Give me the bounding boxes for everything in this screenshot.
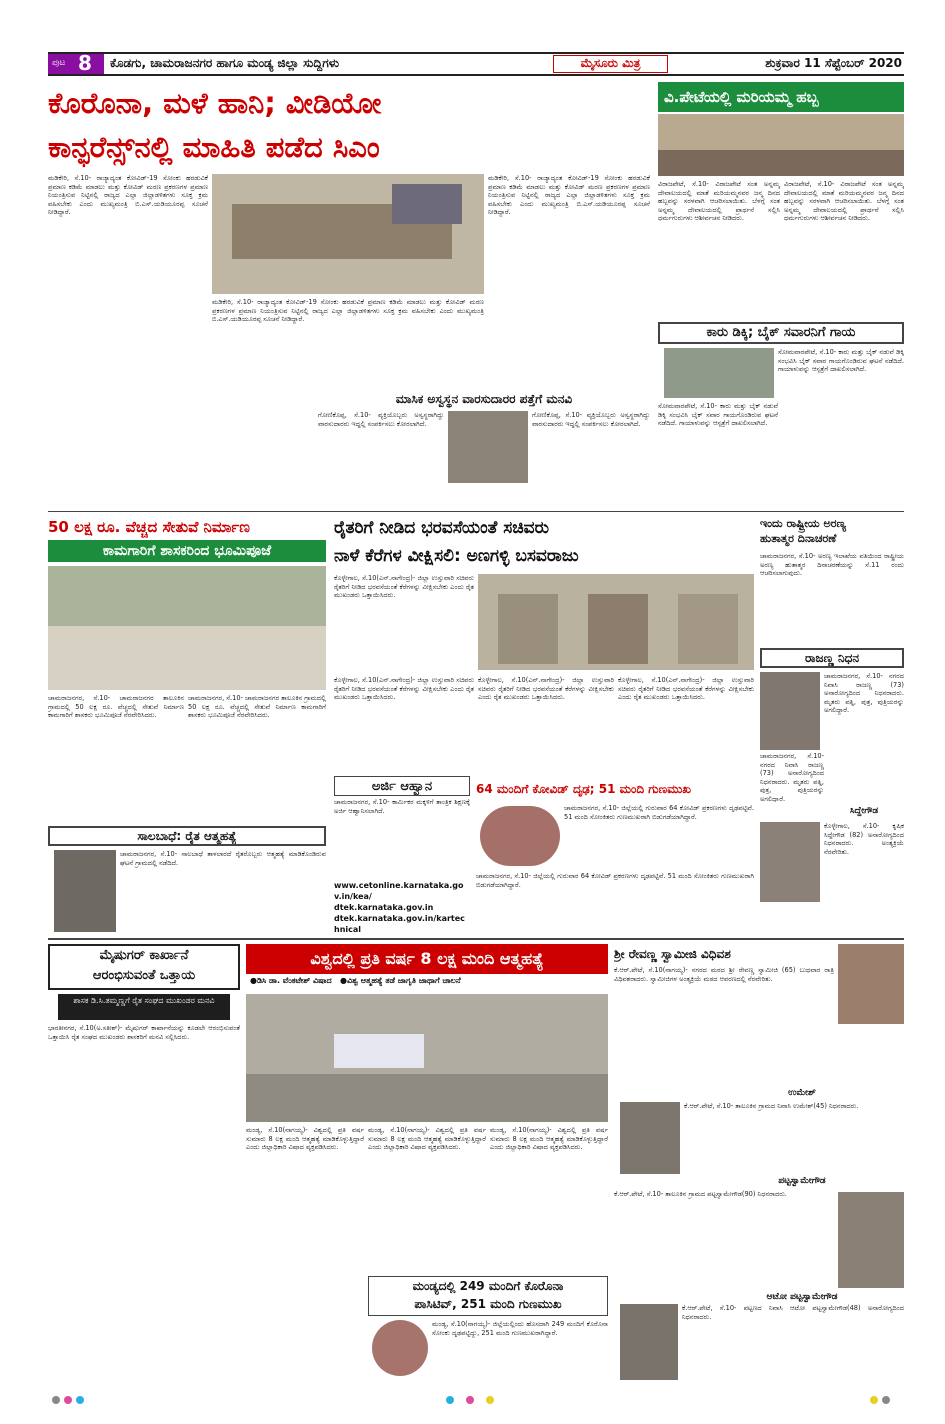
registration-dot (466, 1396, 474, 1404)
car-headline: ಕಾರು ಡಿಕ್ಕಿ; ಬೈಕ್ ಸವಾರನಿಗೆ ಗಾಯ (658, 322, 904, 344)
registration-dot (870, 1396, 878, 1404)
siddegowda-portrait (760, 822, 820, 902)
farmer-portrait (54, 850, 116, 932)
vpet-body-col1: ವಿರಾಜಪೇಟೆ, ಸೆ.10- ವಿರಾಜಪೇಟೆ ಸಂತ ಅನ್ನಮ್ಮ ದೇವಾಲಯದಲ್ಲಿ ಮಾತೆ ಮರಿಯಮ್ಮನವರ ಜನ್ಮ ದಿನದ ಹಬ್ಬವನ್ನು ಸರಳವಾಗಿ ಆಚರಿಸಲಾಯಿತು. ಬೆಳಗ್ಗೆ ಸಂತ ಅನ್ನಮ್ಮ ದೇವಾಲಯದಲ್ಲಿ ಪ್ರಾರ್ಥನೆ ಸಲ್ಲಿಸಿ ಧರ್ಮಗುರುಗಳು ಆಶೀರ್ವಚನ ನೀಡಿದರು. (658, 180, 780, 223)
pension-headline: ಮಾಸಿಕ ಅಸ್ವಸ್ಥನ ವಾರಸುದಾರರ ಪತ್ತೆಗೆ ಮನವಿ (395, 392, 573, 406)
suicide-body-col3: ಮಂಡ್ಯ, ಸೆ.10(ನಾಗಯ್ಯ)- ವಿಶ್ವದಲ್ಲಿ ಪ್ರತಿ ವರ್ಷ ಸುಮಾರು 8 ಲಕ್ಷ ಮಂದಿ ಆತ್ಮಹತ್ಯೆ ಮಾಡಿಕೊಳ್ಳುತ್ತಿದ್ದಾರೆ ಎಂದು ಜಿಲ್ಲಾಧಿಕಾರಿ ವಿಷಾದ ವ್ಯಕ್ತಪಡಿಸಿದರು. (490, 1126, 608, 1152)
bridge-photo-group (48, 566, 326, 690)
registration-dot (64, 1396, 72, 1404)
forest-headline-line1: ಇಂದು ರಾಷ್ಟ್ರೀಯ ಅರಣ್ಯ (760, 517, 846, 530)
obit1-body: ಕೆ.ಆರ್.ಪೇಟೆ, ಸೆ.10- ತಾಲೂಕಿನ ಗ್ರಾಮದ ನಿವಾಸಿ ಉಮೇಶ್(45) ನಿಧನರಾದರು. (684, 1102, 859, 1110)
lead-body-col3: ಮಡಿಕೇರಿ, ಸೆ.10- ರಾಜ್ಯಾದ್ಯಂತ ಕೋವಿಡ್-19 ಸೋಂಕು ಹರಡುವಿಕೆ ಪ್ರಮಾಣ ಕಡಿಮೆ ಮಾಡಲು ಮತ್ತು ಕೋವಿಡ್ ಮರಣ ಪ್ರಕರಣಗಳ ಪ್ರಮಾಣ ನಿಯಂತ್ರಿಸುವ ನಿಟ್ಟಿನಲ್ಲಿ ರಾಜ್ಯದ ಎಲ್ಲಾ ಜಿಲ್ಲಾಡಳಿತಗಳು ಸೂಕ್ತ ಕ್ರಮ ವಹಿಸಬೇಕು ಎಂದು ಮುಖ್ಯಮಂತ್ರಿ ಬಿ.ಎಸ್.ಯಡಿಯೂರಪ್ಪ ಸೂಚನೆ ನೀಡಿದ್ದಾರೆ. (488, 174, 650, 217)
forest-headline (760, 516, 904, 548)
application-web1: www.cetonline.karnataka.gov.in/kea/ (334, 881, 464, 901)
rajanna-headline: ರಾಜಣ್ಣ ನಿಧನ (760, 648, 904, 668)
obit1-name: ಉಮೇಶ್ (788, 1088, 816, 1098)
revanna-body: ಕೆ.ಆರ್.ಪೇಟೆ, ಸೆ.10(ನಾಗಯ್ಯ)- ನಗರದ ಮಠದ ಶ್ರೀ ರೇವಣ್ಣ ಸ್ವಾಮೀಜಿ (65) ಬುಧವಾರ ರಾತ್ರಿ ವಿಧಿವಶರಾದರು. ಸ್ವಾಮೀಜಿಗಳ ಅಂತ್ಯಕ್ರಿಯೆ ಮಠದ ಆವರಣದಲ್ಲಿ ನೆರವೇರಿತು. (614, 966, 834, 983)
covid64-headline: 64 ಮಂದಿಗೆ ಕೋವಿಡ್ ದೃಢ; 51 ಮಂದಿ ಗುಣಮುಖ (476, 782, 692, 796)
issue-date: ಶುಕ್ರವಾರ 11 ಸೆಪ್ಟೆಂಬರ್ 2020 (765, 56, 902, 70)
mandya-covid-body: ಮಂಡ್ಯ, ಸೆ.10(ನಾಗಯ್ಯ)- ಜಿಲ್ಲೆಯಲ್ಲಿಂದು ಹೊಸದಾಗಿ 249 ಮಂದಿಗೆ ಕೊರೊನಾ ಸೋಂಕು ದೃಢಪಟ್ಟಿದ್ದು, 251 ಮಂದಿ ಗುಣಮುಖರಾಗಿದ್ದಾರೆ. (432, 1320, 608, 1337)
lakes-body-col2: ಕೊಳ್ಳೇಗಾಲ, ಸೆ.10(ಎನ್.ನಾಗೇಂದ್ರ)- ಜಿಲ್ಲಾ ಉಸ್ತುವಾರಿ ಸಚಿವರು ರೈತರಿಗೆ ನೀಡಿದ ಭರವಸೆಯಂತೆ ಕೆರೆಗಳನ್ನು ವೀಕ್ಷಿಸಬೇಕು ಎಂದು ರೈತ ಮುಖಂಡರು ಒತ್ತಾಯಿಸಿದರು. (334, 676, 474, 702)
pension-person-photo (448, 411, 528, 483)
lakes-headline-line2: ನಾಳೆ ಕೆರೆಗಳ ವೀಕ್ಷಿಸಲಿ: ಅಣಗಳ್ಳಿ ಬಸವರಾಜು (334, 546, 579, 566)
farmer-headline: ಸಾಲಬಾಧೆ: ರೈತ ಆತ್ಮಹತ್ಯೆ (48, 826, 326, 846)
lakes-body-col4: ಕೊಳ್ಳೇಗಾಲ, ಸೆ.10(ಎನ್.ನಾಗೇಂದ್ರ)- ಜಿಲ್ಲಾ ಉಸ್ತುವಾರಿ ಸಚಿವರು ರೈತರಿಗೆ ನೀಡಿದ ಭರವಸೆಯಂತೆ ಕೆರೆಗಳನ್ನು ವೀಕ್ಷಿಸಬೇಕು ಎಂದು ರೈತ ಮುಖಂಡರು ಒತ್ತಾಯಿಸಿದರು. (618, 676, 754, 702)
obit2-portrait (838, 1192, 904, 1288)
pension-body-col2: ಗೋಣಿಕೊಪ್ಪ, ಸೆ.10- ವ್ಯಕ್ತಿಯೊಬ್ಬರು ಅಸ್ವಸ್ಥರಾಗಿದ್ದು ವಾರಸುದಾರರು ಇದ್ದಲ್ಲಿ ಸಂಪರ್ಕಿಸಲು ಕೋರಲಾಗಿದೆ. (532, 411, 650, 428)
siddegowda-body: ಕೊಳ್ಳೇಗಾಲ, ಸೆ.10- ಕೃಷಿಕ ಸಿದ್ದೇಗೌಡ (82) ಅನಾರೋಗ್ಯದಿಂದ ನಿಧನರಾದರು. ಅಂತ್ಯಕ್ರಿಯೆ ನೆರವೇರಿತು. (824, 822, 904, 856)
covid64-body-col1: ಚಾಮರಾಜನಗರ, ಸೆ.10- ಜಿಲ್ಲೆಯಲ್ಲಿ ಗುರುವಾರ 64 ಕೋವಿಡ್ ಪ್ರಕರಣಗಳು ದೃಢಪಟ್ಟಿವೆ. 51 ಮಂದಿ ಸೋಂಕಿತರು ಗುಣಮುಖರಾಗಿ ಬಿಡುಗಡೆಯಾಗಿದ್ದಾರೆ. (564, 804, 754, 821)
suicide-body-col2: ಮಂಡ್ಯ, ಸೆ.10(ನಾಗಯ್ಯ)- ವಿಶ್ವದಲ್ಲಿ ಪ್ರತಿ ವರ್ಷ ಸುಮಾರು 8 ಲಕ್ಷ ಮಂದಿ ಆತ್ಮಹತ್ಯೆ ಮಾಡಿಕೊಳ್ಳುತ್ತಿದ್ದಾರೆ ಎಂದು ಜಿಲ್ಲಾಧಿಕಾರಿ ವಿಷಾದ ವ್ಯಕ್ತಪಡಿಸಿದರು. (368, 1126, 486, 1152)
bridge-headline-line1: 50 ಲಕ್ಷ ರೂ. ವೆಚ್ಚದ ಸೇತುವೆ ನಿರ್ಮಾಣ (48, 518, 250, 536)
revanna-portrait (838, 944, 904, 1024)
revanna-headline: ಶ್ರೀ ರೇವಣ್ಣ ಸ್ವಾಮೀಜಿ ವಿಧಿವಶ (614, 947, 731, 961)
sugar-headline-line1: ಮೈಷುಗರ್ ಕಾರ್ಖಾನೆ (99, 948, 189, 963)
rajanna-portrait (760, 672, 820, 750)
brand-logo: ಮೈಸೂರು ಮಿತ್ರ (553, 55, 668, 73)
vpet-body-col2: ವಿರಾಜಪೇಟೆ, ಸೆ.10- ವಿರಾಜಪೇಟೆ ಸಂತ ಅನ್ನಮ್ಮ ದೇವಾಲಯದಲ್ಲಿ ಮಾತೆ ಮರಿಯಮ್ಮನವರ ಜನ್ಮ ದಿನದ ಹಬ್ಬವನ್ನು ಸರಳವಾಗಿ ಆಚರಿಸಲಾಯಿತು. ಬೆಳಗ್ಗೆ ಸಂತ ಅನ್ನಮ್ಮ ದೇವಾಲಯದಲ್ಲಿ ಪ್ರಾರ್ಥನೆ ಸಲ್ಲಿಸಿ ಧರ್ಮಗುರುಗಳು ಆಶೀರ್ವಚನ ನೀಡಿದರು. (784, 180, 904, 223)
mandya-covid-headline-line1: ಮಂಡ್ಯದಲ್ಲಿ 249 ಮಂದಿಗೆ ಕೊರೊನಾ (412, 1279, 564, 1293)
application-body: ಚಾಮರಾಜನಗರ, ಸೆ.10- ಕಾರ್ಮಿಕರ ಮಕ್ಕಳಿಗೆ ತಾಂತ್ರಿಕ ಶಿಕ್ಷಣಕ್ಕೆ ಅರ್ಜಿ ಆಹ್ವಾನಿಸಲಾಗಿದೆ. (334, 798, 470, 815)
sugar-headline (48, 944, 240, 990)
application-web3: dtek.karnataka.gov.in/kartechnical (334, 914, 465, 934)
suicide-sub2: ●ವಿಶ್ವ ಆತ್ಮಹತ್ಯೆ ತಡೆ ಜಾಗೃತಿ ಜಾಥಾಗೆ ಚಾಲನೆ (339, 976, 461, 985)
registration-dot (52, 1396, 60, 1404)
bridge-body-col2: ಚಾಮರಾಜನಗರ, ಸೆ.10- ಚಾಮರಾಜನಗರ ತಾಲೂಕಿನ ಗ್ರಾಮದಲ್ಲಿ 50 ಲಕ್ಷ ರೂ. ವೆಚ್ಚದಲ್ಲಿ ಸೇತುವೆ ನಿರ್ಮಾಣ ಕಾಮಗಾರಿಗೆ ಶಾಸಕರು ಭೂಮಿಪೂಜೆ ನೆರವೇರಿಸಿದರು. (188, 694, 326, 720)
lakes-headline-line1: ರೈತರಿಗೆ ನೀಡಿದ ಭರವಸೆಯಂತೆ ಸಚಿವರು (334, 518, 549, 538)
vpet-headline: ವಿ.ಪೇಟೆಯಲ್ಲಿ ಮರಿಯಮ್ಮ ಹಬ್ಬ (658, 82, 904, 112)
lakes-body-col3: ಕೊಳ್ಳೇಗಾಲ, ಸೆ.10(ಎನ್.ನಾಗೇಂದ್ರ)- ಜಿಲ್ಲಾ ಉಸ್ತುವಾರಿ ಸಚಿವರು ರೈತರಿಗೆ ನೀಡಿದ ಭರವಸೆಯಂತೆ ಕೆರೆಗಳನ್ನು ವೀಕ್ಷಿಸಬೇಕು ಎಂದು ರೈತ ಮುಖಂಡರು ಒತ್ತಾಯಿಸಿದರು. (478, 676, 614, 702)
pension-body: ಗೋಣಿಕೊಪ್ಪ, ಸೆ.10- ವ್ಯಕ್ತಿಯೊಬ್ಬರು ಅಸ್ವಸ್ಥರಾಗಿದ್ದು ವಾರಸುದಾರರು ಇದ್ದಲ್ಲಿ ಸಂಪರ್ಕಿಸಲು ಕೋರಲಾಗಿದೆ. (318, 411, 444, 428)
application-web2: dtek.karnataka.gov.in (334, 903, 434, 912)
registration-dot (882, 1396, 890, 1404)
obit2-name: ಪಟ್ಟಸ್ವಾಮೇಗೌಡ (778, 1176, 826, 1186)
application-weblinks (334, 880, 470, 936)
suicide-headline: ವಿಶ್ವದಲ್ಲಿ ಪ್ರತಿ ವರ್ಷ 8 ಲಕ್ಷ ಮಂದಿ ಆತ್ಮಹತ್ಯೆ (246, 944, 608, 974)
obit3-body: ಕೆ.ಆರ್.ಪೇಟೆ, ಸೆ.10- ಪಟ್ಟಣದ ನಿವಾಸಿ ಆಟೋ ಪಟ್ಟಸ್ವಾಮೇಗೌಡ(48) ಅನಾರೋಗ್ಯದಿಂದ ನಿಧನರಾದರು. (682, 1304, 904, 1321)
virus-illustration-mandya (372, 1320, 428, 1376)
forest-headline-line2: ಹುತಾತ್ಮರ ದಿನಾಚರಣೆ (760, 532, 837, 545)
suicide-subheads (250, 976, 604, 990)
farmer-body: ಚಾಮರಾಜನಗರ, ಸೆ.10- ಸಾಲಬಾಧೆ ತಾಳಲಾರದೆ ರೈತರೊಬ್ಬರು ಆತ್ಮಹತ್ಯೆ ಮಾಡಿಕೊಂಡಿರುವ ಘಟನೆ ಗ್ರಾಮದಲ್ಲಿ ನಡೆದಿದೆ. (120, 850, 326, 867)
lakes-body-col1: ಕೊಳ್ಳೇಗಾಲ, ಸೆ.10(ಎನ್.ನಾಗೇಂದ್ರ)- ಜಿಲ್ಲಾ ಉಸ್ತುವಾರಿ ಸಚಿವರು ರೈತರಿಗೆ ನೀಡಿದ ಭರವಸೆಯಂತೆ ಕೆರೆಗಳನ್ನು ವೀಕ್ಷಿಸಬೇಕು ಎಂದು ರೈತ ಮುಖಂಡರು ಒತ್ತಾಯಿಸಿದರು. (334, 574, 474, 600)
mandya-covid-headline (368, 1276, 608, 1316)
lead-body-col1: ಮಡಿಕೇರಿ, ಸೆ.10- ರಾಜ್ಯಾದ್ಯಂತ ಕೋವಿಡ್-19 ಸೋಂಕು ಹರಡುವಿಕೆ ಪ್ರಮಾಣ ಕಡಿಮೆ ಮಾಡಲು ಮತ್ತು ಕೋವಿಡ್ ಮರಣ ಪ್ರಕರಣಗಳ ಪ್ರಮಾಣ ನಿಯಂತ್ರಿಸುವ ನಿಟ್ಟಿನಲ್ಲಿ ರಾಜ್ಯದ ಎಲ್ಲಾ ಜಿಲ್ಲಾಡಳಿತಗಳು ಸೂಕ್ತ ಕ್ರಮ ವಹಿಸಬೇಕು ಎಂದು ಮುಖ್ಯಮಂತ್ರಿ ಬಿ.ಎಸ್.ಯಡಿಯೂರಪ್ಪ ಸೂಚನೆ ನೀಡಿದ್ದಾರೆ. (48, 174, 208, 217)
suicide-rally-photo (246, 994, 608, 1122)
application-headline: ಅರ್ಜಿ ಆಹ್ವಾನ (334, 776, 470, 796)
car-body-col2: ಸೋಮವಾರಪೇಟೆ, ಸೆ.10- ಕಾರು ಮತ್ತು ಬೈಕ್ ನಡುವೆ ಡಿಕ್ಕಿ ಸಂಭವಿಸಿ ಬೈಕ್ ಸವಾರ ಗಾಯಗೊಂಡಿರುವ ಘಟನೆ ನಡೆದಿದೆ. ಗಾಯಾಳುವನ್ನು ಆಸ್ಪತ್ರೆಗೆ ದಾಖಲಿಸಲಾಗಿದೆ. (658, 402, 778, 428)
sugar-strap: ಶಾಸಕ ಡಿ.ಸಿ.ತಮ್ಮಣ್ಣಗೆ ರೈತ ಸಂಘದ ಮುಖಂಡರ ಮನವಿ (58, 994, 230, 1020)
lakes-photo-press (478, 574, 754, 670)
lead-photo-meeting (212, 174, 484, 294)
page-number-tag (48, 54, 104, 74)
registration-dot (486, 1396, 494, 1404)
obit1-portrait (620, 1102, 680, 1174)
lead-body-col2: ಮಡಿಕೇರಿ, ಸೆ.10- ರಾಜ್ಯಾದ್ಯಂತ ಕೋವಿಡ್-19 ಸೋಂಕು ಹರಡುವಿಕೆ ಪ್ರಮಾಣ ಕಡಿಮೆ ಮಾಡಲು ಮತ್ತು ಕೋವಿಡ್ ಮರಣ ಪ್ರಕರಣಗಳ ಪ್ರಮಾಣ ನಿಯಂತ್ರಿಸುವ ನಿಟ್ಟಿನಲ್ಲಿ ರಾಜ್ಯದ ಎಲ್ಲಾ ಜಿಲ್ಲಾಡಳಿತಗಳು ಸೂಕ್ತ ಕ್ರಮ ವಹಿಸಬೇಕು ಎಂದು ಮುಖ್ಯಮಂತ್ರಿ ಬಿ.ಎಸ್.ಯಡಿಯೂರಪ್ಪ ಸೂಚನೆ ನೀಡಿದ್ದಾರೆ. (212, 298, 484, 324)
page-header (48, 52, 904, 76)
forest-body: ಚಾಮರಾಜನಗರ, ಸೆ.10- ಅರಣ್ಯ ಇಲಾಖೆಯ ವತಿಯಿಂದ ರಾಷ್ಟ್ರೀಯ ಅರಣ್ಯ ಹುತಾತ್ಮರ ದಿನಾಚರಣೆಯನ್ನು ಸೆ.11 ರಂದು ಆಚರಿಸಲಾಗುವುದು. (760, 552, 904, 578)
section-divider (48, 511, 904, 512)
mandya-covid-headline-line2: ಪಾಸಿಟಿವ್, 251 ಮಂದಿ ಗುಣಮುಖ (414, 1297, 562, 1311)
bridge-headline-line2: ಕಾಮಗಾರಿಗೆ ಶಾಸಕರಿಂದ ಭೂಮಿಪೂಜೆ (48, 540, 326, 562)
virus-illustration (480, 806, 560, 866)
lead-headline-line1: ಕೊರೊನಾ, ಮಳೆ ಹಾನಿ; ವೀಡಿಯೋ (48, 86, 382, 120)
lead-headline-line2: ಕಾನ್ಫರೆನ್ಸ್‌ನಲ್ಲಿ ಮಾಹಿತಿ ಪಡೆದ ಸಿಎಂ (48, 130, 380, 164)
car-accident-photo (664, 348, 774, 398)
vpet-photo-church (658, 114, 904, 176)
covid64-body-col2: ಚಾಮರಾಜನಗರ, ಸೆ.10- ಜಿಲ್ಲೆಯಲ್ಲಿ ಗುರುವಾರ 64 ಕೋವಿಡ್ ಪ್ರಕರಣಗಳು ದೃಢಪಟ್ಟಿವೆ. 51 ಮಂದಿ ಸೋಂಕಿತರು ಗುಣಮುಖರಾಗಿ ಬಿಡುಗಡೆಯಾಗಿದ್ದಾರೆ. (476, 872, 754, 889)
car-body-col1: ಸೋಮವಾರಪೇಟೆ, ಸೆ.10- ಕಾರು ಮತ್ತು ಬೈಕ್ ನಡುವೆ ಡಿಕ್ಕಿ ಸಂಭವಿಸಿ ಬೈಕ್ ಸವಾರ ಗಾಯಗೊಂಡಿರುವ ಘಟನೆ ನಡೆದಿದೆ. ಗಾಯಾಳುವನ್ನು ಆಸ್ಪತ್ರೆಗೆ ದಾಖಲಿಸಲಾಗಿದೆ. (778, 348, 904, 374)
sugar-headline-line2: ಆರಂಭಿಸುವಂತೆ ಒತ್ತಾಯ (92, 968, 196, 983)
bridge-body-col1: ಚಾಮರಾಜನಗರ, ಸೆ.10- ಚಾಮರಾಜನಗರ ತಾಲೂಕಿನ ಗ್ರಾಮದಲ್ಲಿ 50 ಲಕ್ಷ ರೂ. ವೆಚ್ಚದಲ್ಲಿ ಸೇತುವೆ ನಿರ್ಮಾಣ ಕಾಮಗಾರಿಗೆ ಶಾಸಕರು ಭೂಮಿಪೂಜೆ ನೆರವೇರಿಸಿದರು. (48, 694, 184, 720)
suicide-body-col1: ಮಂಡ್ಯ, ಸೆ.10(ನಾಗಯ್ಯ)- ವಿಶ್ವದಲ್ಲಿ ಪ್ರತಿ ವರ್ಷ ಸುಮಾರು 8 ಲಕ್ಷ ಮಂದಿ ಆತ್ಮಹತ್ಯೆ ಮಾಡಿಕೊಳ್ಳುತ್ತಿದ್ದಾರೆ ಎಂದು ಜಿಲ್ಲಾಧಿಕಾರಿ ವಿಷಾದ ವ್ಯಕ್ತಪಡಿಸಿದರು. (246, 1126, 364, 1152)
obit3-name: ಆಟೋ ಪಟ್ಟಸ್ವಾಮೇಗೌಡ (766, 1292, 838, 1302)
rajanna-body-cont: ಚಾಮರಾಜನಗರ, ಸೆ.10- ನಗರದ ನಿವಾಸಿ ರಾಜಣ್ಣ (73) ಅನಾರೋಗ್ಯದಿಂದ ನಿಧನರಾದರು. ಮೃತರು ಪತ್ನಿ, ಪುತ್ರ, ಪುತ್ರಿಯರನ್ನು ಅಗಲಿದ್ದಾರೆ. (760, 752, 824, 802)
rajanna-body: ಚಾಮರಾಜನಗರ, ಸೆ.10- ನಗರದ ನಿವಾಸಿ ರಾಜಣ್ಣ (73) ಅನಾರೋಗ್ಯದಿಂದ ನಿಧನರಾದರು. ಮೃತರು ಪತ್ನಿ, ಪುತ್ರ, ಪುತ್ರಿಯರನ್ನು ಅಗಲಿದ್ದಾರೆ. (824, 672, 904, 715)
page-label: ಪುಟ (52, 58, 66, 68)
obit3-portrait (620, 1304, 678, 1380)
section-title: ಕೊಡಗು, ಚಾಮರಾಜನಗರ ಹಾಗೂ ಮಂಡ್ಯ ಜಿಲ್ಲಾ ಸುದ್ದಿಗಳು (110, 56, 340, 70)
sugar-body: ಭಾರತೀನಗರ, ಸೆ.10(ಅ.ಸತೀಶ್)- ಮೈಷುಗರ್ ಕಾರ್ಖಾನೆಯನ್ನು ಕೂಡಲೇ ಆರಂಭಿಸುವಂತೆ ಒತ್ತಾಯಿಸಿ ರೈತ ಸಂಘದ ಮುಖಂಡರು ಶಾಸಕರಿಗೆ ಮನವಿ ಸಲ್ಲಿಸಿದರು. (48, 1024, 240, 1041)
registration-dot (76, 1396, 84, 1404)
page-number: 8 (78, 54, 92, 74)
registration-dot (446, 1396, 454, 1404)
obit2-body: ಕೆ.ಆರ್.ಪೇಟೆ, ಸೆ.10- ತಾಲೂಕಿನ ಗ್ರಾಮದ ಪಟ್ಟಸ್ವಾಮೇಗೌಡ(90) ನಿಧನರಾದರು. (614, 1190, 787, 1198)
suicide-sub1: ●ಡಿಸಿ ಡಾ. ವೆಂಕಟೇಶ್ ವಿಷಾದ (250, 976, 332, 985)
section-divider-lower (48, 938, 904, 940)
siddegowda-name: ಸಿದ್ದೇಗೌಡ (849, 806, 879, 816)
